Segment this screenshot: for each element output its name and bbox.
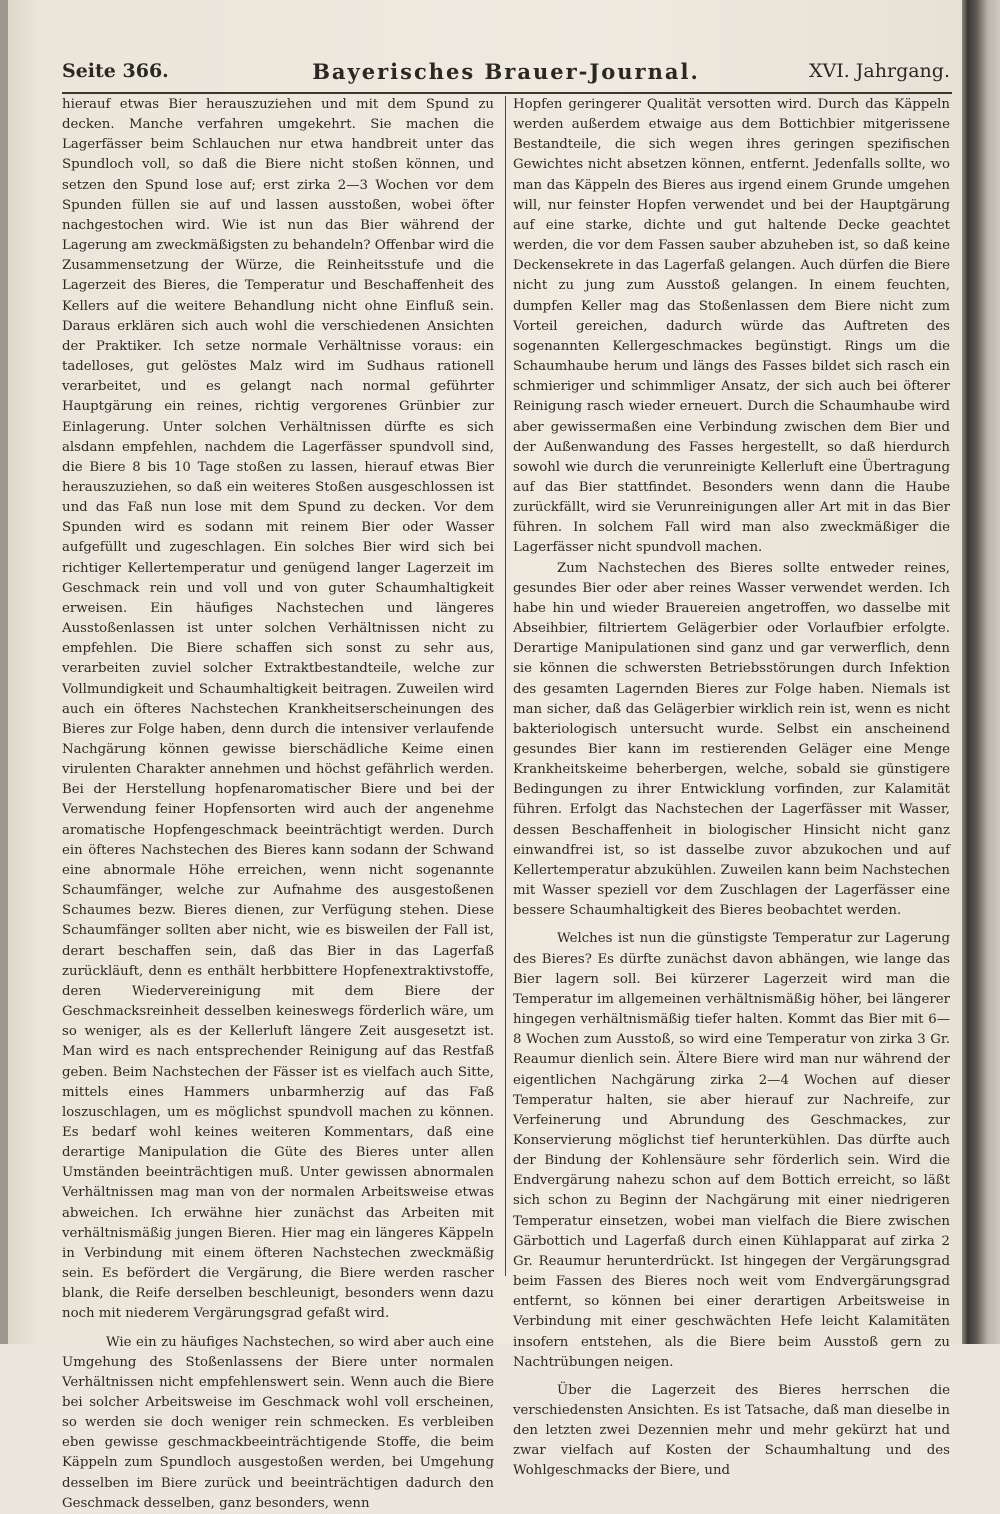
paragraph: Zum Nachstechen des Bieres sollte entweder reines, gesundes Bier oder aber reines Wasser verwendet werden. Ich habe hin und wieder Brauereien angetroffen, wo dasselbe mit Abseihbier, filtriertem Gelägerbier oder Vorlaufbier erfolgte. Derartige Manipulationen sind ganz und gar verwerflich, denn sie können die schwersten Betriebsstörungen durch Infektion des gesamten Lagernden Bieres zur Folge haben. Niemals ist man sicher, daß das Gelägerbier wirklich rein ist, wenn es nicht bakteriologisch untersucht wurde. Selbst ein anscheinend gesundes Bier kann im restierenden Geläger eine Menge Krankheitskeime beherbergen, welche, sobald sie günstigere Bedingungen zu ihrer Entwicklung vorfinden, zur Kalamität führen. Erfolgt das Nachstechen der Lagerfässer mit Wasser, dessen Beschaffenheit in biologischer Hinsicht nicht ganz einwandfrei ist, so ist dasselbe zuvor abzukochen und auf Kellertemperatur abzukühlen. Zuweilen kann beim Nachstechen mit Wasser speziell vor dem Zuschlagen der Lagerfässer eine bessere Schaumhaltigkeit des Bieres beobachtet werden. [513,560,950,919]
page-number: Seite 366. [62,60,169,82]
paragraph: Welches ist nun die günstigste Temperatur zur Lagerung des Bieres? Es dürfte zunächst davon abhängen, wie lange das Bier lagern soll. Bei kürzerer Lagerzeit wird man die Temperatur im allgemeinen verhältnismäßig höher, bei längerer hingegen verhältnismäßig tiefer halten. Kommt das Bier mit 6—8 Wochen zum Ausstoß, so wird eine Temperatur von zirka 3 Gr. Reaumur dienlich sein. Ältere Biere wird man nur während der eigentlichen Nachgärung zirka 2—4 Wochen auf dieser Temperatur halten, sie aber hierauf zur Nachreife, zur Verfeinerung und Abrundung des Geschmackes, zur Konservierung möglichst tief herunterkühlen. Das dürfte auch der Bindung der Kohlensäure sehr förderlich sein. Wird die Endvergärung nahezu schon auf dem Bottich erreicht, so läßt sich schon zu Beginn der Nachgärung mit einer niedrigeren Temperatur einsetzen, wobei man vielfach die Biere zwischen Gärbottich und Lagerfaß durch einen Kühlapparat auf zirka 2 Gr. Reaumur herunterdrückt. Ist hingegen der Vergärungsgrad beim Fassen des Bieres noch weit vom Endvergärungsgrad entfernt, so können bei einer derartigen Arbeitsweise in Verbindung mit einer geschwächten Hefe leicht Kalamitäten insofern entstehen, als die Biere beim Ausstoß gern zu Nachtrübungen neigen. [513,931,950,1370]
header-rule [62,92,952,94]
column-divider [505,96,506,1276]
page-binding-edge [962,0,1000,1344]
paragraph: hierauf etwas Bier herauszuziehen und mit dem Spund zu decken. Manche verfahren umgekehrt. Sie machen die Lagerfässer beim Schlauchen nur etwa handbreit unter das Spundloch voll, so daß die Biere nicht stoßen können, und setzen den Spund lose auf; erst zirka 2—3 Wochen vor dem Spunden füllen sie auf und lassen ausstoßen, wobei öfter nachgestochen wird. Wie ist nun das Bier während der Lagerung am zweckmäßigsten zu behandeln? Offenbar wird die Zusammensetzung der Würze, die Reinheitsstufe und die Lagerzeit des Bieres, die Temperatur und Beschaffenheit des Kellers auf die weitere Behandlung nicht ohne Einfluß sein. Daraus erklären sich auch wohl die verschiedenen Ansichten der Praktiker. Ich setze normale Verhältnisse voraus: ein tadelloses, gut gelöstes Malz wird im Sudhaus rationell verarbeitet, und es gelangt nach normal geführter Hauptgärung ein reines, richtig vergorenes Grünbier zur Einlagerung. Unter solchen Verhältnissen dürfte es sich alsdann empfehlen, nachdem die Lagerfässer spundvoll sind, die Biere 8 bis 10 Tage stoßen zu lassen, hierauf etwas Bier herauszuziehen, so daß ein weiteres Stoßen ausgeschlossen ist und das Faß nun lose mit dem Spund zu decken. Vor dem Spunden wird es sodann mit reinem Bier oder Wasser aufgefüllt und zugeschlagen. Ein solches Bier wird sich bei richtiger Kellertemperatur und genügend langer Lagerzeit im Geschmack rein und voll und von guter Schaumhaltigkeit erweisen. Ein häufiges Nachstechen und längeres Ausstoßenlassen ist unter solchen Verhältnissen nicht zu empfehlen. Die Biere schaffen sich sonst zu sehr aus, verarbeiten zuviel solcher Extraktbestandteile, welche zur Vollmundigkeit und Schaumhaltigkeit beitragen. Zuweilen wird auch ein öfteres Nachstechen Krankheitserscheinungen des Bieres zur Folge haben, denn durch die intensiver verlaufende Nachgärung können gewisse bierschädliche Keime einen virulenten Charakter annehmen und höchst gefährlich werden. Bei der Herstellung hopfenaromatischer Biere und bei der Verwendung feiner Hopfensorten wird auch der angenehme aromatische Hopfengeschmack beeinträchtigt werden. Durch ein öfteres Nachstechen des Bieres kann sodann der Schwand eine abnormale Höhe erreichen, wenn nicht sogenannte Schaumfänger, welche zur Aufnahme des ausgestoßenen Schaumes bezw. Bieres dienen, zur Verfügung stehen. Diese Schaumfänger sollten aber nicht, wie es bisweilen der Fall ist, derart beschaffen sein, daß das Bier in das Lagerfaß zurückläuft, denn es enthält herbbittere Hopfenextraktivstoffe, deren Wiedervereinigung mit dem Biere der Geschmacksreinheit desselben keineswegs förderlich wäre, um so weniger, als es der Kellerluft längere Zeit ausgesetzt ist. Man wird es nach entsprechender Reinigung auf das Restfaß geben. Beim Nachstechen der Fässer ist es vielfach auch Sitte, mittels eines Hammers unbarmherzig auf das Faß loszuschlagen, um es möglichst spundvoll machen zu können. Es bedarf wohl keines weiteren Kommentars, daß eine derartige Manipulation die Güte des Bieres unter allen Umständen beeinträchtigen muß. Unter gewissen abnormalen Verhältnissen mag man von der normalen Arbeitsweise etwas abweichen. Ich erwähne hier zunächst das Arbeiten mit verhältnismäßig jungen Bieren. Hier mag ein längeres Käppeln in Verbindung mit einem öfteren Nachstechen zweckmäßig sein. Es befördert die Vergärung, die Biere werden rascher blank, die Reife derselben beschleunigt, besonders wenn dazu noch mit niederem Vergärungsgrad gefaßt wird. [62,97,494,1322]
page-header [62,58,950,88]
journal-title: Bayerisches Brauer-Journal. [312,59,700,84]
paragraph: Über die Lagerzeit des Bieres herrschen die verschiedensten Ansichten. Es ist Tatsache, daß man dieselbe in den letzten zwei Dezennien mehr und mehr gekürzt hat und zwar vielfach auf Kosten der Schaumhaltung und des Wohlgeschmacks der Biere, und [513,1382,950,1479]
paragraph: Hopfen geringerer Qualität versotten wird. Durch das Käppeln werden außerdem etwaige aus dem Bottichbier mitgerissene Bestandteile, die sich wegen ihres geringen spezifischen Gewichtes nicht absetzen können, entfernt. Jedenfalls sollte, wo man das Käppeln des Bieres aus irgend einem Grunde umgehen will, nur feinster Hopfen verwendet und bei der Hauptgärung auf eine starke, dichte und gut haltende Decke geachtet werden, die vor dem Fassen sauber abzuheben ist, so daß keine Deckensekrete in das Lagerfaß gelangen. Auch dürfen die Biere nicht zu jung zum Ausstoß gelangen. In einem feuchten, dumpfen Keller mag das Stoßenlassen dem Biere nicht zum Vorteil gereichen, dadurch würde das Auftreten des sogenannten Kellergeschmackes begünstigt. Rings um die Schaumhaube herum und längs des Fasses bildet sich rasch ein schmieriger und schimmliger Ansatz, der sich auch bei öfterer Reinigung rasch wieder erneuert. Durch die Schaumhaube wird aber gewissermaßen eine Verbindung zwischen dem Bier und der Außenwandung des Fasses hergestellt, so daß hierdurch sowohl wie durch die verunreinigte Kellerluft eine Übertragung auf das Bier stattfindet. Besonders wenn dann die Haube zurückfällt, wird sie Verunreinigungen aller Art mit in das Bier führen. In solchem Fall wird man also zweckmäßiger die Lagerfässer nicht spundvoll machen. [513,97,950,556]
paragraph: Wie ein zu häufiges Nachstechen, so wird aber auch eine Umgehung des Stoßenlassens der Biere unter normalen Verhältnissen nicht empfehlenswert sein. Wenn auch die Biere bei solcher Arbeitsweise im Geschmack wohl voll erscheinen, so werden sie doch weniger rein schmecken. Es verbleiben eben gewisse geschmackbeeinträchtigende Stoffe, die beim Käppeln zum Spundloch ausgestoßen werden, bei Umgehung desselben im Biere zurück und beeinträchtigen dadurch den Geschmack desselben, ganz besonders, wenn [62,1334,494,1511]
volume-label: XVI. Jahrgang. [808,60,950,82]
right-column [513,95,950,1482]
page-left-edge [0,0,8,1344]
left-column [62,95,494,1514]
